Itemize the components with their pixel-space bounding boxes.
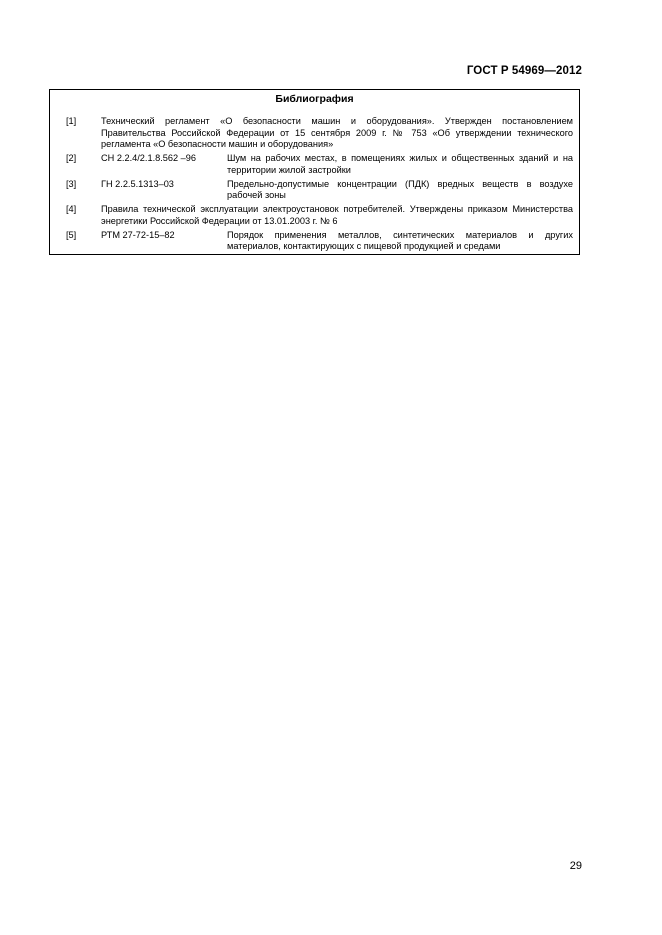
bibliography-entry-5 — [50, 230, 579, 253]
page-number: 29 — [569, 860, 582, 872]
entry-number: [5] — [66, 229, 77, 240]
document-id-header: ГОСТ Р 54969—2012 — [466, 65, 582, 77]
entry-text: Порядок применения металлов, синтетических материалов и других материалов, контактирующих с пищевой продукцией и средами — [227, 229, 573, 251]
entry-text: Правила технической эксплуатации электроустановок потребителей. Утверждены приказом Министерства энергетики Российской Федерации от 13.01.2003 г. № 6 — [101, 204, 573, 226]
entry-text: Технический регламент «О безопасности машин и оборудования». Утвержден постановлением Правительства Российской Федерации от 15 сентября 2009 г. № 753 «Об утверждении технического регламента «О безопасности машин и оборудования» — [101, 116, 573, 149]
entry-number: [2] — [66, 153, 77, 163]
bibliography-list — [50, 116, 579, 255]
bibliography-entry-3 — [50, 179, 579, 202]
entry-code: СН 2.2.4/2.1.8.562 –96 — [101, 153, 197, 163]
entry-code: ГН 2.2.5.1313–03 — [101, 178, 174, 189]
entry-text: Предельно-допустимые концентрации (ПДК) вредных веществ в воздухе рабочей зоны — [227, 178, 573, 200]
bibliography-entry-1 — [50, 116, 579, 151]
bibliography-title: Библиография — [275, 93, 354, 105]
entry-number: [1] — [66, 116, 77, 126]
bibliography-box — [49, 89, 580, 255]
bibliography-entry-2 — [50, 153, 579, 176]
entry-number: [3] — [66, 178, 77, 189]
entry-text: Шум на рабочих местах, в помещениях жилых и общественных зданий и на территории жилой застройки — [227, 153, 573, 175]
bibliography-entry-4 — [50, 204, 579, 227]
entry-code: РТМ 27-72-15–82 — [101, 229, 175, 240]
entry-number: [4] — [66, 204, 77, 214]
